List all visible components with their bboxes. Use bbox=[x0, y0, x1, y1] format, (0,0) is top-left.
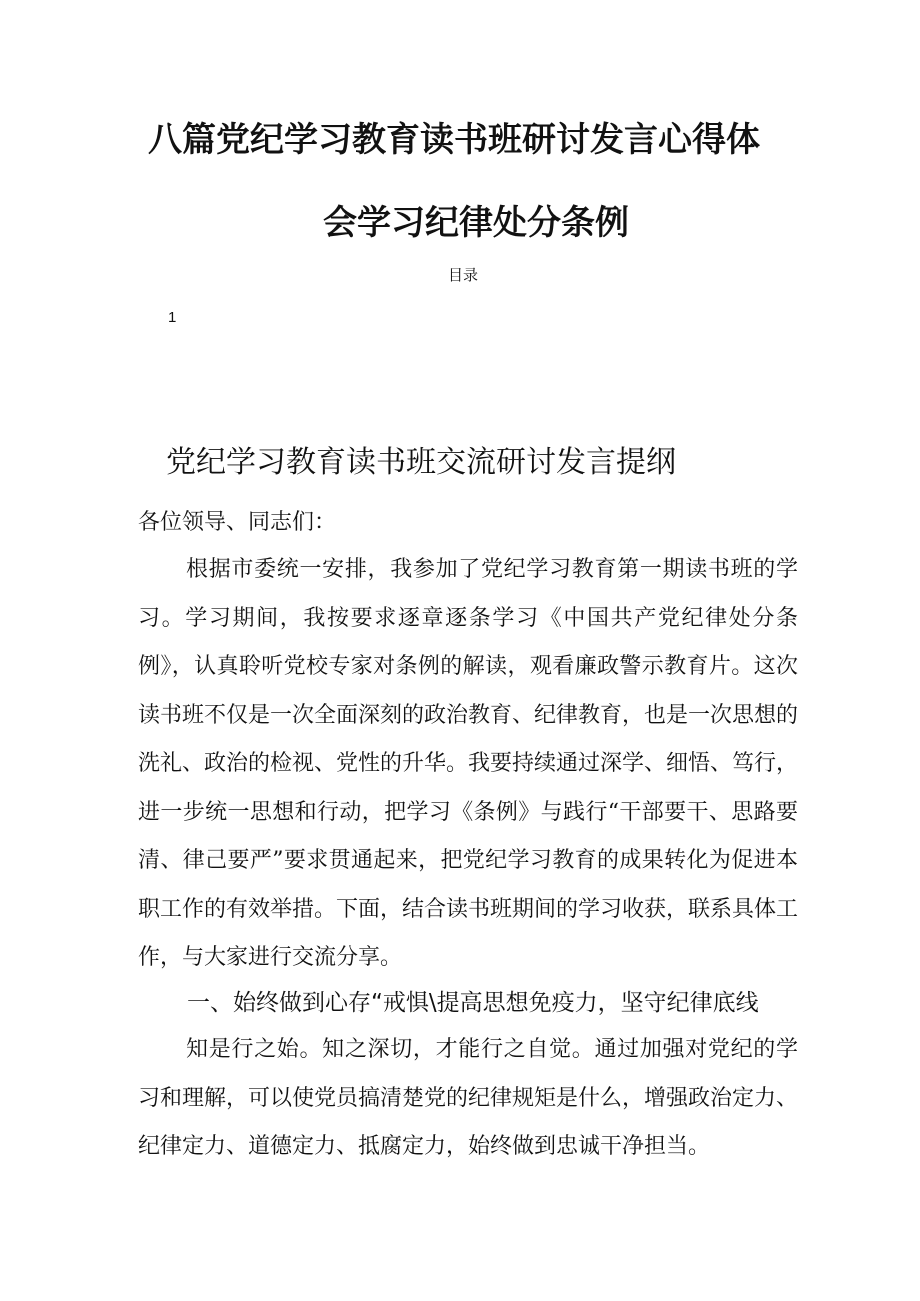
article-heading: 党纪学习教育读书班交流研讨发言提纲 bbox=[166, 445, 676, 480]
document-title-line-1: 八篇党纪学习教育读书班研讨发言心得体 bbox=[148, 120, 760, 160]
table-of-contents-label: 目录 bbox=[448, 266, 479, 284]
body-paragraph-1: 根据市委统一安排，我参加了党纪学习教育第一期读书班的学习。学习期间，我按要求逐章逐条学习《中国共产党纪律处分条例》，认真聆听党校专家对条例的解读，观看廉政警示教育片。这次读书班不仅是一次全面深刻的政治教育、纪律教育，也是一次思想的洗礼、政治的检视、党性的升华。我要持续通过深学、细悟、笃行，进一步统一思想和行动，把学习《条例》与践行“干部要干、思路要清、律己要严”要求贯通起来，把党纪学习教育的成果转化为促进本职工作的有效举措。下面，结合读书班期间的学习收获，联系具体工作，与大家进行交流分享。 bbox=[138, 557, 799, 970]
document-title-line-2: 会学习纪律处分条例 bbox=[323, 203, 629, 243]
body-paragraph-2: 知是行之始。知之深切，才能行之自觉。通过加强对党纪的学习和理解，可以使党员搞清楚党的纪律规矩是什么，增强政治定力、纪律定力、道德定力、抵腐定力，始终做到忠诚干净担当。 bbox=[138, 1037, 799, 1159]
table-of-contents-entry-number: 1 bbox=[168, 309, 177, 326]
greeting-line: 各位领导、同志们： bbox=[138, 510, 337, 535]
section-subheading-1: 一、始终做到心存“戒惧\提高思想免疫力，坚守纪律底线 bbox=[187, 990, 759, 1016]
